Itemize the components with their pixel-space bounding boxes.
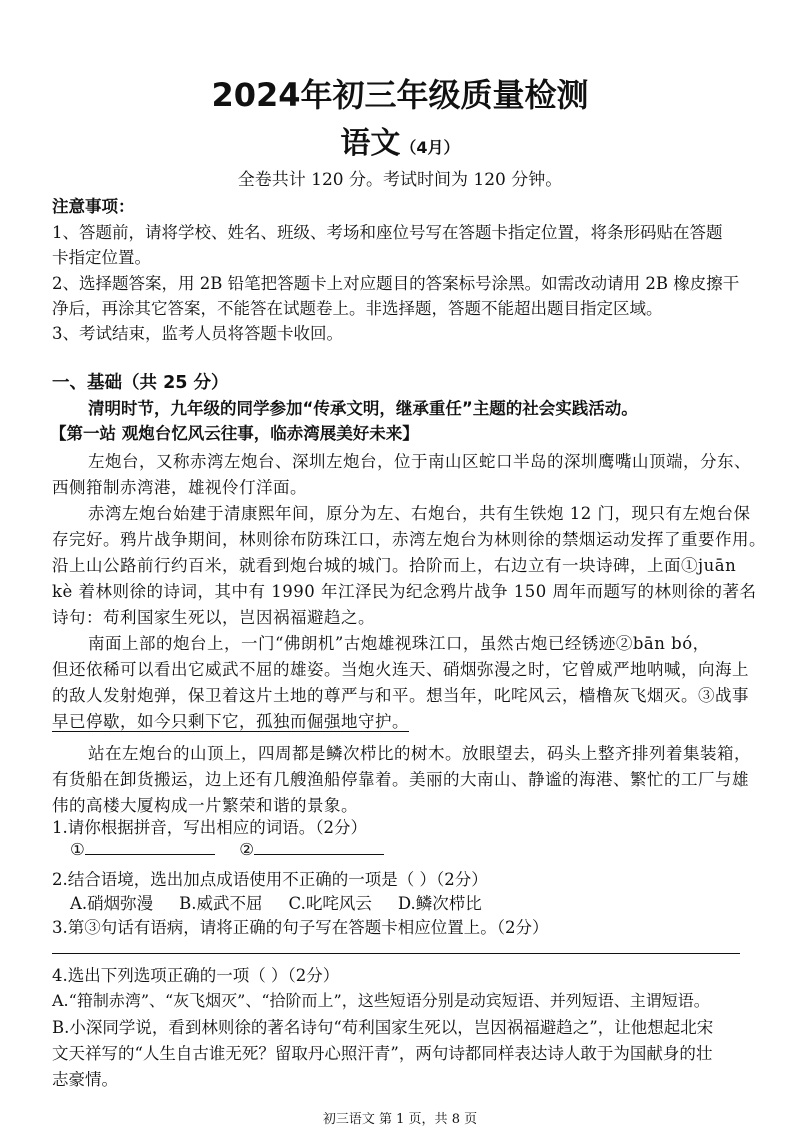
- note-line: 3、考试结束，监考人员将答题卡收回。: [52, 324, 343, 343]
- subject-name: 语文: [340, 126, 401, 161]
- question-1: 1.请你根据拼音，写出相应的词语。（2分）: [52, 818, 367, 837]
- q4-option-a: A.“箝制赤湾”、“灰飞烟灭”、“拾阶而上”，这些短语分别是动宾短语、并列短语、主谓短语。: [52, 991, 710, 1010]
- q1-blank-1[interactable]: [85, 840, 215, 855]
- station-title: 【第一站 观炮台忆风云往事，临赤湾展美好未来】: [50, 424, 419, 443]
- page-footer: 初三语文 第 1 页，共 8 页: [322, 1112, 478, 1127]
- question-2: 2.结合语境，选出加点成语使用不正确的一项是（ ）（2分）: [52, 870, 488, 889]
- notes-heading: 注意事项：: [52, 197, 135, 216]
- q3-answer-line[interactable]: [52, 953, 740, 954]
- passage-line: 西侧箝制赤湾港，雄视伶仃洋面。: [52, 478, 307, 497]
- note-line: 净后，再涂其它答案，不能答在试题卷上。非选择题，答题不能超出题目指定区域。: [52, 299, 663, 318]
- note-line: 1、答题前，请将学校、姓名、班级、考场和座位号写在答题卡指定位置，将条形码贴在答题: [52, 223, 723, 242]
- q1-answer-blanks: [70, 840, 384, 859]
- passage-line-underlined: 早已停歇，如今只剩下它，孤独而倔强地守护。: [52, 712, 409, 731]
- passage-line: 赤湾左炮台始建于清康熙年间，原分为左、右炮台，共有生铁炮 12 门，现只有左炮台保: [88, 504, 751, 523]
- q2-option-b: B.威武不屈: [179, 894, 263, 913]
- passage-line: 存完好。鸦片战争期间，林则徐布防珠江口，赤湾左炮台为林则徐的禁烟运动发挥了重要作用。: [52, 530, 766, 549]
- note-line: 2、选择题答案，用 2B 铅笔把答题卡上对应题目的答案标号涂黑。如需改动请用 2B 橡皮擦干: [52, 274, 740, 293]
- passage-line: 南面上部的炮台上，一门“佛朗机”古炮雄视珠江口，虽然古炮已经锈迹②bān bó，: [88, 634, 710, 653]
- passage-line: 沿上山公路前行约百米，就看到炮台城的城门。拾阶而上，右边立有一块诗碑，上面①juān: [52, 556, 737, 575]
- exam-subject: [0, 118, 800, 162]
- section-intro: 清明时节，九年级的同学参加“传承文明，继承重任”主题的社会实践活动。: [88, 399, 638, 418]
- q2-option-c: C.叱咤风云: [288, 894, 372, 913]
- q1-mark-2: ②: [239, 840, 255, 859]
- q4-option-b-line: B.小深同学说，看到林则徐的著名诗句“苟利国家生死以，岂因祸福避趋之”，让他想起北宋: [52, 1018, 714, 1037]
- exam-month: （4月）: [400, 138, 460, 157]
- exam-meta: 全卷共计 120 分。考试时间为 120 分钟。: [237, 170, 563, 190]
- passage-line: 有货船在卸货搬运，边上还有几艘渔船停靠着。美丽的大南山、静谧的海港、繁忙的工厂与雄: [52, 770, 749, 789]
- passage-line: 伟的高楼大厦构成一片繁荣和谐的景象。: [52, 796, 358, 815]
- passage-line: 诗句：苟利国家生死以，岂因祸福避趋之。: [52, 608, 375, 627]
- q2-options: [70, 890, 482, 914]
- question-4: 4.选出下列选项正确的一项（ ）（2分）: [52, 966, 340, 985]
- passage-line: 左炮台，又称赤湾左炮台、深圳左炮台，位于南山区蛇口半岛的深圳鹰嘴山顶端，分东、: [88, 452, 751, 471]
- note-line: 卡指定位置。: [52, 248, 151, 267]
- q1-mark-1: ①: [70, 840, 85, 859]
- q4-option-b-line: 文天祥写的“人生自古谁无死？留取丹心照汗青”，两句诗都同样表达诗人敢于为国献身的壮: [52, 1044, 713, 1063]
- passage-line: kè 着林则徐的诗词，其中有 1990 年江泽民为纪念鸦片战争 150 周年而题写的林则徐的著名: [52, 582, 757, 601]
- question-3: 3.第③句话有语病，请将正确的句子写在答题卡相应位置上。（2分）: [52, 918, 549, 937]
- exam-title: 2024年初三年级质量检测: [211, 76, 589, 114]
- section-heading: 一、基础（共 25 分）: [52, 373, 229, 393]
- q1-blank-2[interactable]: [254, 840, 384, 855]
- q2-option-d: D.鳞次栉比: [397, 894, 482, 913]
- passage-line: 站在左炮台的山顶上，四周都是鳞次栉比的树木。放眼望去，码头上整齐排列着集装箱，: [88, 744, 751, 763]
- q4-option-b-line: 志豪情。: [52, 1070, 118, 1089]
- passage-line: 但还依稀可以看出它威武不屈的雄姿。当炮火连天、硝烟弥漫之时，它曾威严地呐喊，向海上: [52, 660, 749, 679]
- passage-line: 的敌人发射炮弹，保卫着这片土地的尊严与和平。想当年，叱咤风云，樯橹灰飞烟灭。③战事: [52, 686, 749, 705]
- q2-option-a: A.硝烟弥漫: [70, 894, 154, 913]
